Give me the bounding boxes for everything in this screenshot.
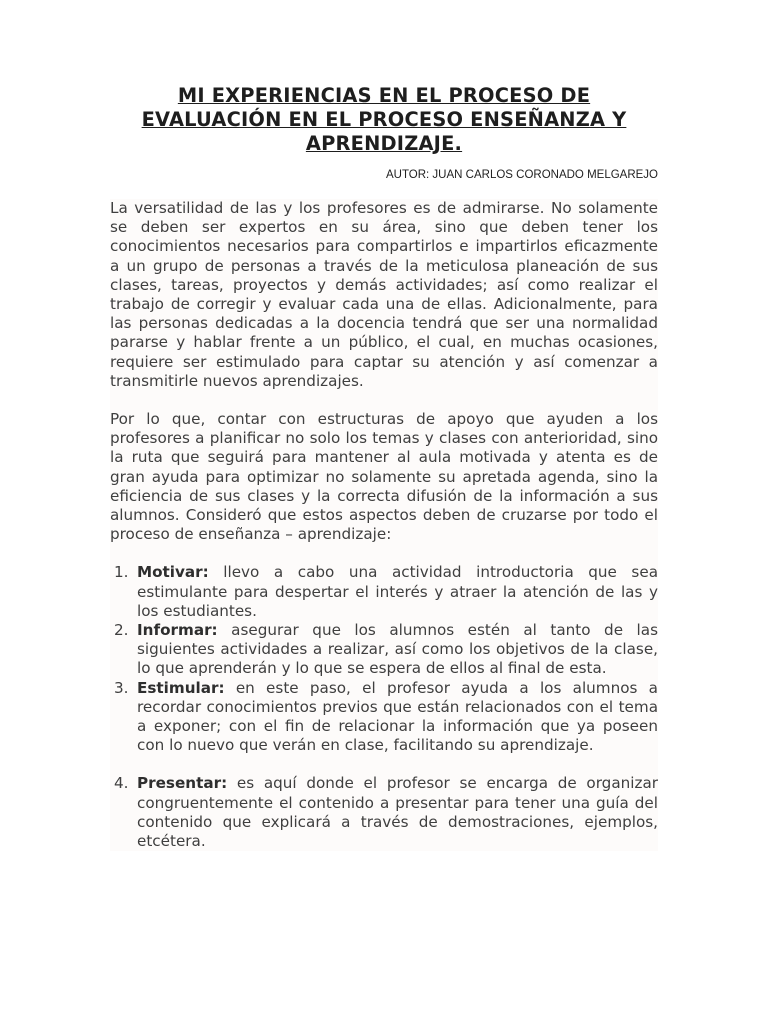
title-line: MI EXPERIENCIAS EN EL PROCESO DE bbox=[177, 84, 591, 107]
step-term: Presentar: bbox=[137, 774, 228, 793]
step-term: Motivar: bbox=[137, 563, 209, 582]
paragraph-spacer bbox=[110, 391, 658, 410]
list-number: 1. bbox=[114, 563, 129, 582]
list-item bbox=[110, 621, 658, 679]
step-description: asegurar que los alumnos estén al tanto de las siguientes actividades a realizar, así como los objetivos de la clase, lo que aprenderán y lo que se espera de ellos al final de esta. bbox=[137, 621, 658, 678]
document-body bbox=[110, 199, 658, 851]
document-title bbox=[110, 84, 658, 156]
list-item bbox=[110, 563, 658, 621]
step-term: Estimular: bbox=[137, 678, 225, 697]
document-page bbox=[110, 84, 658, 851]
context-paragraph: Por lo que, contar con estructuras de apoyo que ayuden a los profesores a planificar no solo los temas y clases con anterioridad, sino la ruta que seguirá para mantener al aula motivada y atenta es de gran ayuda para optimizar no solamente su apretada agenda, sino la eficiencia de sus clases y la correcta difusión de la información a sus alumnos. Consideró que estos aspectos deben de cruzarse por todo el proceso de enseñanza – aprendizaje: bbox=[110, 410, 658, 544]
list-item bbox=[110, 774, 658, 851]
author-line: AUTOR: JUAN CARLOS CORONADO MELGAREJO bbox=[386, 169, 658, 181]
title-line: APRENDIZAJE. bbox=[305, 132, 463, 155]
step-description: en este paso, el profesor ayuda a los alumnos a recordar conocimientos previos que están relacionados con el tema a exponer; con el fin de relacionar la información que ya poseen con lo nuevo que verán en clase, facilitando su aprendizaje. bbox=[137, 678, 658, 755]
step-description: llevo a cabo una actividad introductoria que sea estimulante para despertar el interés y atraer la atención de las y los estudiantes. bbox=[137, 563, 658, 620]
list-spacer bbox=[110, 755, 658, 774]
list-item bbox=[110, 679, 658, 756]
paragraph-spacer bbox=[110, 544, 658, 563]
step-term: Informar: bbox=[137, 621, 218, 640]
title-line: EVALUACIÓN EN EL PROCESO ENSEÑANZA Y bbox=[141, 108, 627, 131]
list-number: 4. bbox=[114, 774, 129, 793]
step-description: es aquí donde el profesor se encarga de organizar congruentemente el contenido a presentar para tener una guía del contenido que explicará a través de demostraciones, ejemplos, etcétera. bbox=[137, 774, 658, 851]
intro-paragraph: La versatilidad de las y los profesores es de admirarse. No solamente se deben ser expertos en su área, sino que deben tener los conocimientos necesarios para compartirlos e impartirlos eficazmente a un grupo de personas a través de la meticulosa planeación de sus clases, tareas, proyectos y demás actividades; así como realizar el trabajo de corregir y evaluar cada una de ellas. Adicionalmente, para las personas dedicadas a la docencia tendrá que ser una normalidad pararse y hablar frente a un público, el cual, en muchas ocasiones, requiere ser estimulado para captar su atención y así comenzar a transmitirle nuevos aprendizajes. bbox=[110, 199, 658, 390]
list-number: 2. bbox=[114, 621, 129, 640]
list-number: 3. bbox=[114, 678, 129, 697]
process-steps-list bbox=[110, 563, 658, 851]
